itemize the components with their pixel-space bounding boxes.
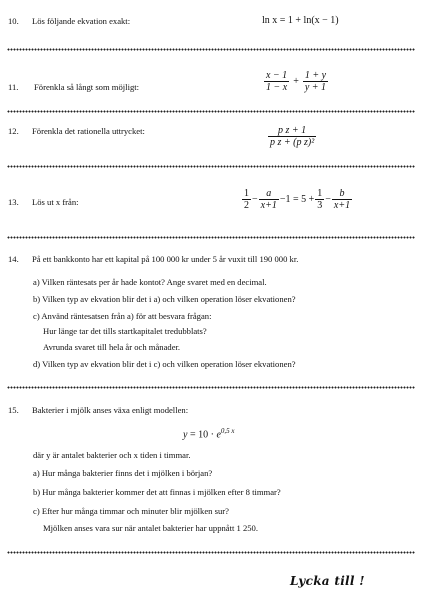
q13-minus: − xyxy=(325,194,331,205)
q13-c-num: 1 xyxy=(317,188,323,199)
separator xyxy=(7,110,415,113)
q14-item-c-line1: Hur länge tar det tills startkapitalet tredubblats? xyxy=(43,326,207,336)
q15-item-c-line1: Mjölken anses vara sur när antalet bakterier har uppnått 1 250. xyxy=(43,523,259,533)
q13-text: Lös ut x från: xyxy=(32,197,79,207)
q12-number: 12. xyxy=(8,126,19,136)
q14-item-b: b) Vilken typ av ekvation blir det i a) och vilken operation löser ekvationen? xyxy=(33,294,296,304)
q15-description: där y är antalet bakterier och x tiden i timmar. xyxy=(33,450,191,460)
q12-expression xyxy=(268,125,316,148)
separator xyxy=(7,165,415,168)
q11-f2-numerator: 1 + y xyxy=(304,70,327,81)
q10-rhs: = 1 + ln(x − 1) xyxy=(279,15,339,26)
q15-item-c: c) Efter hur många timmar och minuter blir mjölken sur? xyxy=(33,506,229,516)
separator xyxy=(7,551,415,554)
q12-text: Förenkla det rationella uttrycket: xyxy=(32,126,145,136)
q12-numerator: p z + 1 xyxy=(278,125,307,136)
q14-number: 14. xyxy=(8,254,19,264)
q11-text: Förenkla så långt som möjligt: xyxy=(34,82,140,92)
q10-text: Lös följande ekvation exakt: xyxy=(32,16,131,26)
q11-f1-numerator: x − 1 xyxy=(266,70,288,81)
q13-b-num: a xyxy=(266,188,272,199)
q15-formula-exponent: 0,5 x xyxy=(220,427,235,435)
separator xyxy=(7,236,415,239)
q11-fraction-1 xyxy=(264,70,289,93)
q12-denominator: p z + (p z)² xyxy=(270,137,315,148)
q13-number: 13. xyxy=(8,197,19,207)
q13-a-den: 2 xyxy=(244,200,249,211)
q15-text: Bakterier i mjölk anses växa enligt modellen: xyxy=(32,405,189,415)
q15-formula xyxy=(183,427,235,440)
q11-number: 11. xyxy=(8,82,19,92)
q14-item-c-line2: Avrunda svaret till hela år och månader. xyxy=(43,342,181,352)
q11-f2-denominator: y + 1 xyxy=(304,82,327,93)
q11-fraction-2 xyxy=(303,70,328,93)
q13-a-num: 1 xyxy=(244,188,249,199)
q15-item-b: b) Hur många bakterier kommer det att finnas i mjölken efter 8 timmar? xyxy=(33,487,281,497)
q15-formula-base: e xyxy=(216,429,221,441)
q10-equation xyxy=(262,15,339,26)
q13-equation xyxy=(242,188,352,211)
q13-c-den: 3 xyxy=(317,200,323,211)
q11-expression xyxy=(264,70,328,93)
q11-f1-denominator: 1 − x xyxy=(266,82,288,93)
signature: Lycka till ! xyxy=(290,574,365,588)
q13-d-num: b xyxy=(339,188,345,199)
q12-fraction xyxy=(268,125,316,148)
q13-b-den: x+1 xyxy=(260,200,277,211)
q14-item-a: a) Vilken räntesats per år hade kontot? Ange svaret med en decimal. xyxy=(33,277,267,287)
separator xyxy=(7,386,415,389)
q11-plus: + xyxy=(293,76,299,87)
q10-number: 10. xyxy=(8,16,19,26)
q15-formula-eq: = 10 · xyxy=(189,429,214,441)
q13-d-den: x+1 xyxy=(333,200,351,211)
q13-frac-c xyxy=(315,188,324,211)
q13-middle: −1 = 5 + xyxy=(279,194,315,205)
q13-frac-d xyxy=(332,188,352,211)
q13-minus: − xyxy=(252,194,258,205)
q14-item-d: d) Vilken typ av ekvation blir det i c) och vilken operation löser ekvationen? xyxy=(33,359,296,369)
q14-text: På ett bankkonto har ett kapital på 100 000 kr under 5 år vuxit till 190 000 kr. xyxy=(32,254,299,264)
q13-frac-b xyxy=(259,188,279,211)
q10-lhs: ln x xyxy=(262,15,278,26)
q15-number: 15. xyxy=(8,405,19,415)
q15-formula-lhs: y xyxy=(183,429,188,441)
separator xyxy=(7,48,415,51)
q14-item-c: c) Använd räntesatsen från a) för att besvara frågan: xyxy=(33,311,212,321)
q15-item-a: a) Hur många bakterier finns det i mjölken i början? xyxy=(33,468,213,478)
q13-frac-a xyxy=(242,188,251,211)
